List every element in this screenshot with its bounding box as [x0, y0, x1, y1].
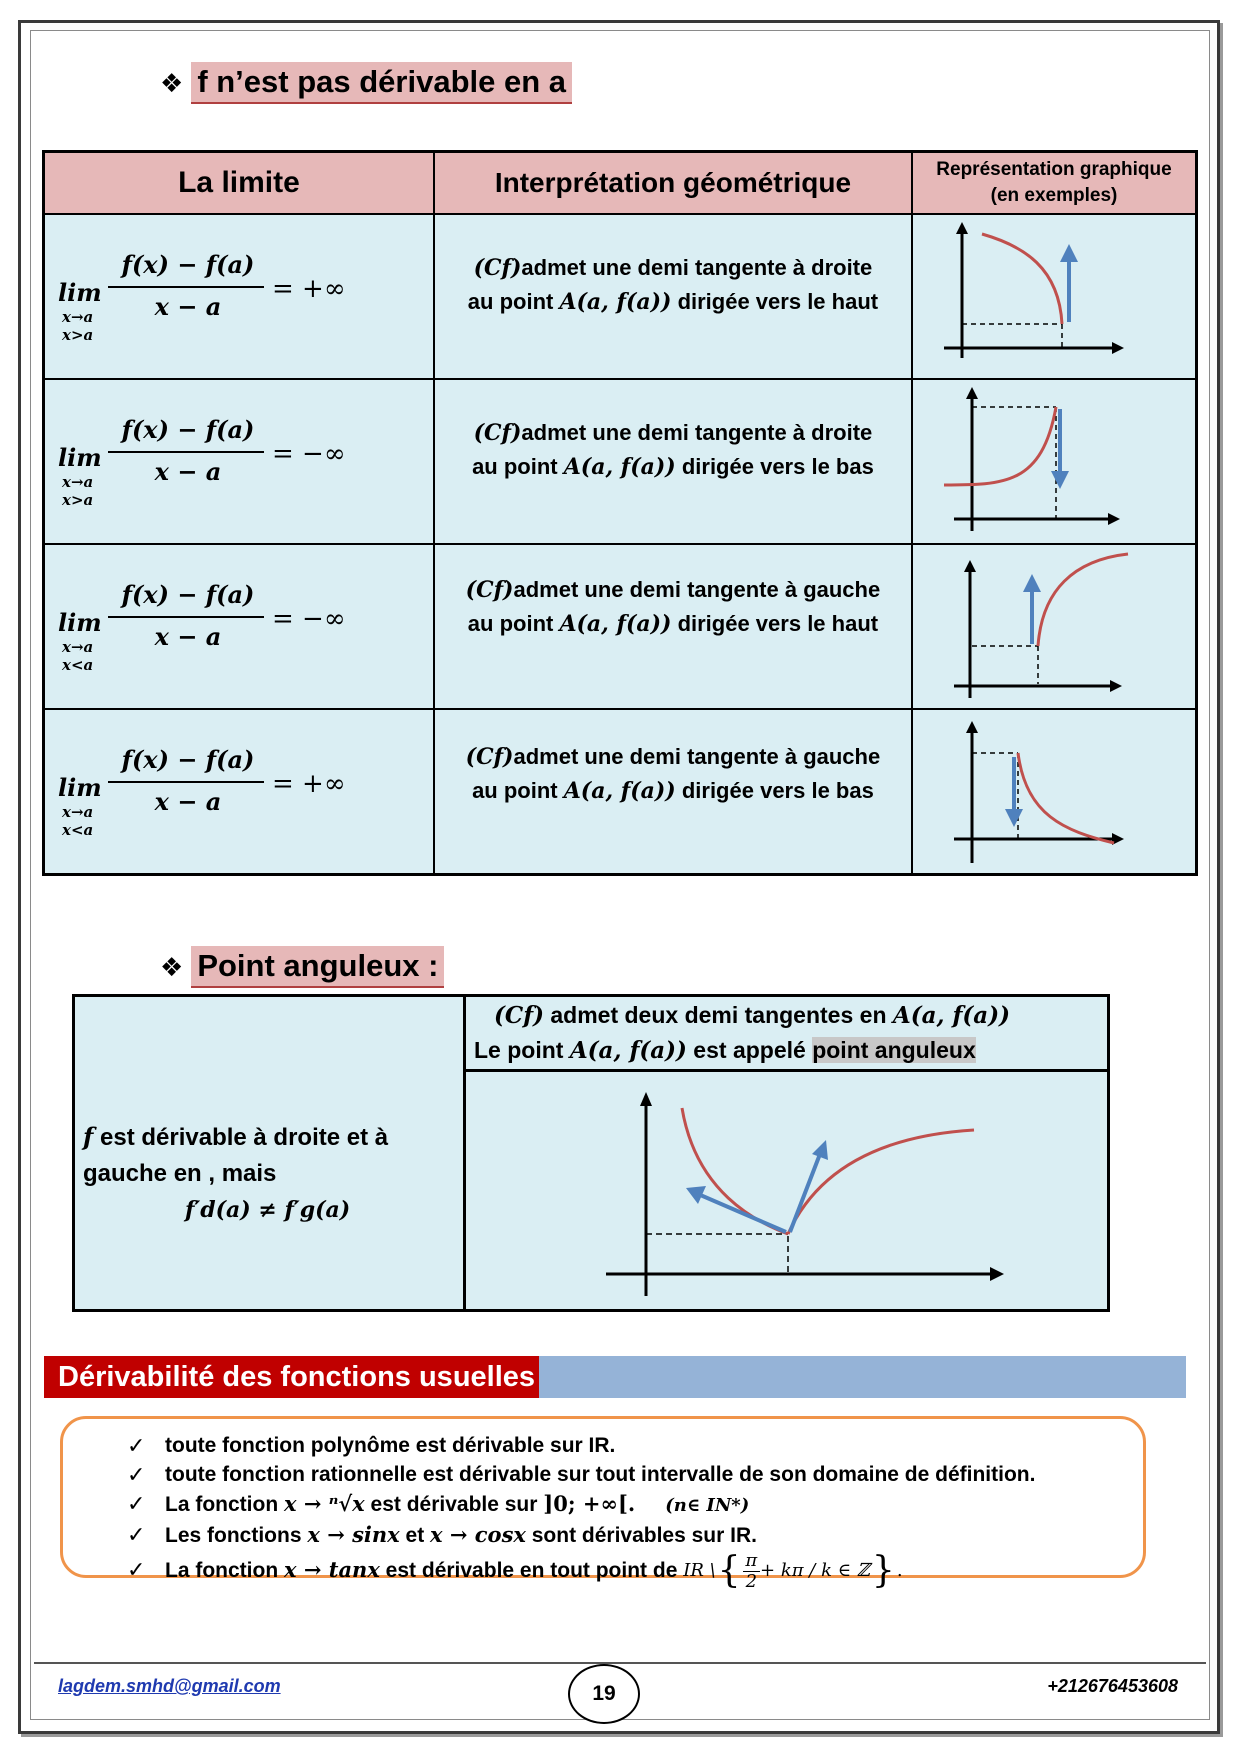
property-text: sont dérivables sur IR. — [525, 1524, 757, 1547]
curve-name: (Cf) — [473, 420, 522, 446]
right-tangent-arrow-head-icon — [812, 1140, 828, 1160]
interp-prefix: au point — [472, 778, 564, 803]
fraction-bar — [108, 616, 264, 618]
table-row — [44, 709, 1197, 875]
page-number: 19 — [568, 1664, 640, 1724]
limit-result: = +∞ — [272, 769, 346, 799]
curve — [1018, 753, 1114, 843]
definition-line2-prefix: Le point — [474, 1037, 570, 1063]
interpretation-cell — [434, 544, 912, 709]
property-text: est dérivable en tout point de — [379, 1559, 684, 1582]
fraction-denominator: x − a — [154, 457, 222, 486]
definition-cell — [465, 996, 1109, 1071]
curve-right-branch — [788, 1130, 974, 1234]
graph-left-down — [914, 711, 1194, 867]
properties-box — [60, 1416, 1146, 1592]
list-item — [127, 1489, 1143, 1520]
heading-angular-point — [160, 946, 444, 988]
footer-email-link[interactable]: lagdem.smhd@gmail.com — [58, 1676, 281, 1696]
interval: ]0; +∞[. — [543, 1491, 636, 1516]
x-axis-arrow-icon — [990, 1267, 1004, 1281]
graph-left-up — [914, 546, 1194, 702]
properties-list — [63, 1419, 1143, 1592]
point-A: A(a, f(a)) — [559, 289, 672, 315]
fraction-numerator: f(x) − f(a) — [121, 415, 255, 444]
tangent-arrow-head-icon — [1060, 244, 1078, 262]
limit-cell — [44, 214, 434, 379]
curve — [944, 407, 1056, 485]
definition-line2-mid: est appelé — [686, 1037, 813, 1063]
domain-set: IR \ — [683, 1560, 716, 1582]
fraction-bar — [108, 781, 264, 783]
derivability-condition-cell — [74, 996, 465, 1311]
x-axis-arrow-icon — [1108, 513, 1120, 525]
property-text: La fonction — [165, 1559, 284, 1582]
fraction-numerator: f(x) − f(a) — [121, 745, 255, 774]
right-brace: } — [871, 1550, 895, 1592]
lim-condition-side: x>a — [62, 326, 94, 344]
fraction-bar — [108, 286, 264, 288]
nth-root-function: x → ⁿ√x — [284, 1491, 365, 1516]
y-axis-arrow-icon — [964, 560, 976, 572]
interp-line1: admet une demi tangente à gauche — [513, 577, 881, 602]
header-graph-line2: (en exemples) — [990, 185, 1118, 206]
limit-cell — [44, 544, 434, 709]
fraction-denominator: x − a — [154, 787, 222, 816]
header-graph — [912, 152, 1197, 215]
condition-line2: gauche en , mais — [83, 1159, 277, 1187]
left-tangent-arrow — [698, 1194, 786, 1232]
angular-point-table — [72, 994, 1110, 1312]
section-bar — [44, 1356, 1186, 1398]
y-axis-arrow-icon — [966, 721, 978, 733]
lim-symbol: lim — [58, 443, 102, 472]
list-item — [127, 1550, 1143, 1592]
tangent-arrow-head-icon — [1051, 471, 1069, 489]
property-text: est dérivable sur — [364, 1493, 544, 1516]
tangent-arrow-head-icon — [1023, 574, 1041, 592]
table-header-row — [44, 152, 1197, 215]
tan-domain — [683, 1551, 902, 1592]
interp-line1: admet une demi tangente à droite — [521, 255, 873, 280]
limits-table — [42, 150, 1198, 876]
property-text: toute fonction rationnelle est dérivable sur tout intervalle de son domaine de définition. — [165, 1463, 1036, 1486]
table-row — [44, 379, 1197, 544]
angular-point-graph — [466, 1072, 1106, 1304]
header-limit: La limite — [44, 152, 434, 215]
property-text: Les fonctions — [165, 1524, 308, 1547]
point-A: A(a, f(a)) — [559, 611, 672, 637]
point-A: A(a, f(a)) — [563, 454, 676, 480]
lim-symbol: lim — [58, 608, 102, 637]
fraction-bar — [108, 451, 264, 453]
limit-cell — [44, 709, 434, 875]
diamond-bullet-icon: ❖ — [160, 951, 184, 982]
footer-divider — [34, 1662, 1206, 1664]
curve — [1038, 554, 1128, 646]
section-title: Dérivabilité des fonctions usuelles — [44, 1356, 539, 1398]
angular-graph-cell — [465, 1071, 1109, 1311]
diamond-bullet-icon: ❖ — [160, 67, 184, 98]
limit-cell — [44, 379, 434, 544]
x-axis-arrow-icon — [1110, 680, 1122, 692]
interp-line1: admet une demi tangente à droite — [521, 420, 873, 445]
graph-cell — [912, 379, 1197, 544]
sin-function: x → sinx — [307, 1522, 400, 1547]
lim-condition-approach: x→a — [62, 638, 94, 656]
interpretation-cell — [434, 214, 912, 379]
y-axis-arrow-icon — [956, 222, 968, 234]
lim-condition-side: x>a — [62, 491, 94, 509]
y-axis-arrow-icon — [640, 1092, 652, 1106]
heading-not-derivable — [160, 62, 572, 104]
graph-right-up — [914, 216, 1194, 372]
interp-direction: dirigée vers le haut — [671, 289, 879, 314]
lim-condition-side: x<a — [62, 821, 94, 839]
point-A: A(a, f(a)) — [563, 778, 676, 804]
list-item — [127, 1460, 1143, 1489]
pi-over-2 — [743, 1551, 760, 1592]
domain-rest: + kπ / k ∈ ℤ — [760, 1560, 870, 1582]
lim-condition-approach: x→a — [62, 803, 94, 821]
curve-name: (Cf) — [494, 1002, 544, 1029]
curve — [982, 234, 1062, 324]
property-text: La fonction — [165, 1493, 284, 1516]
header-graph-line1: Représentation graphique — [936, 159, 1172, 180]
curve-left-branch — [682, 1108, 788, 1234]
final-period: . — [896, 1560, 903, 1582]
graph-right-down — [914, 381, 1194, 537]
lim-condition-approach: x→a — [62, 308, 94, 326]
fraction-numerator: π — [745, 1549, 758, 1571]
definition-line1: admet deux demi tangentes en — [543, 1002, 893, 1028]
curve-name: (Cf) — [473, 255, 522, 281]
table-row — [44, 544, 1197, 709]
property-text: toute fonction polynôme est dérivable sur IR. — [165, 1434, 616, 1457]
point-A: A(a, f(a)) — [892, 1002, 1010, 1029]
limit-result: = −∞ — [272, 604, 346, 634]
condition-line1: est dérivable à droite et à — [93, 1123, 389, 1151]
list-item — [127, 1431, 1143, 1460]
interp-prefix: au point — [472, 454, 564, 479]
x-axis-arrow-icon — [1112, 342, 1124, 354]
point-A: A(a, f(a)) — [569, 1037, 687, 1064]
lim-symbol: lim — [58, 278, 102, 307]
limit-result: = +∞ — [272, 274, 346, 304]
graph-cell — [912, 544, 1197, 709]
curve-name: (Cf) — [465, 744, 514, 770]
graph-cell — [912, 214, 1197, 379]
interpretation-cell — [434, 379, 912, 544]
interpretation-cell — [434, 709, 912, 875]
fraction-denominator: x − a — [154, 292, 222, 321]
interp-direction: dirigée vers le bas — [675, 454, 874, 479]
n-condition: (n∈ IN*) — [665, 1495, 750, 1516]
tan-function: x → tanx — [284, 1557, 380, 1582]
interp-direction: dirigée vers le haut — [671, 611, 879, 636]
cos-function: x → cosx — [430, 1522, 526, 1547]
limit-result: = −∞ — [272, 439, 346, 469]
lim-symbol: lim — [58, 773, 102, 802]
lim-condition-approach: x→a — [62, 473, 94, 491]
interp-prefix: au point — [467, 611, 560, 636]
derivative-inequality: f′d(a) ≠ f′g(a) — [185, 1196, 351, 1223]
fraction-denominator: x − a — [154, 622, 222, 651]
fraction-numerator: f(x) − f(a) — [121, 250, 255, 279]
lim-condition-side: x<a — [62, 656, 94, 674]
curve-name: (Cf) — [465, 577, 514, 603]
angular-point-term: point anguleux — [812, 1037, 976, 1063]
tangent-arrow-head-icon — [1005, 809, 1023, 827]
property-text: et — [399, 1524, 431, 1547]
y-axis-arrow-icon — [966, 387, 978, 399]
list-item — [127, 1520, 1143, 1550]
table-row — [44, 214, 1197, 379]
header-interpretation: Interprétation géométrique — [434, 152, 912, 215]
interp-prefix: au point — [467, 289, 560, 314]
fraction-numerator: f(x) − f(a) — [121, 580, 255, 609]
footer-phone: +212676453608 — [1047, 1676, 1178, 1696]
interp-direction: dirigée vers le bas — [675, 778, 874, 803]
heading-text: Point anguleux : — [191, 946, 444, 988]
heading-text: f n’est pas dérivable en a — [191, 62, 572, 104]
left-brace: { — [717, 1550, 741, 1592]
graph-cell — [912, 709, 1197, 875]
interp-line1: admet une demi tangente à gauche — [513, 744, 881, 769]
table-row — [74, 996, 1109, 1071]
fraction-denominator: 2 — [743, 1571, 760, 1592]
f-symbol: f — [83, 1121, 94, 1151]
